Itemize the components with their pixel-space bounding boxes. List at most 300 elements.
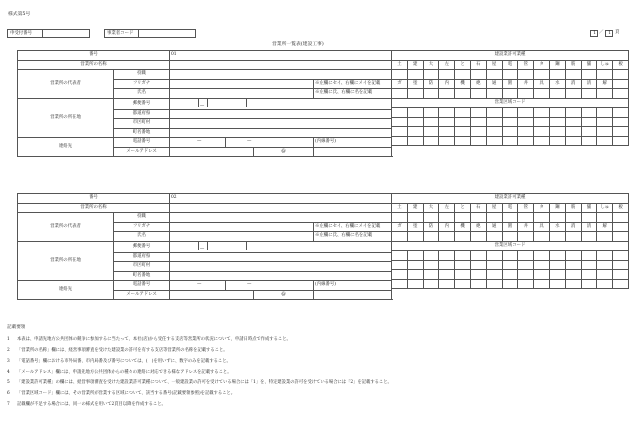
license-row-2 — [392, 222, 629, 232]
area-code-input[interactable] — [534, 270, 550, 280]
area-code-input[interactable] — [518, 117, 534, 127]
area-code-input[interactable] — [486, 279, 502, 289]
area-code-input[interactable] — [470, 117, 486, 127]
phone-dash-2: — — [247, 282, 252, 288]
license-input-row-2 — [392, 232, 629, 242]
area-code-input[interactable] — [565, 108, 581, 118]
prefecture-label: 都道府県 — [114, 109, 170, 119]
license-type-input[interactable] — [423, 213, 439, 223]
extension-label: (内線番号) — [315, 139, 337, 145]
license-type-input[interactable] — [502, 70, 518, 80]
area-code-input[interactable] — [423, 260, 439, 270]
area-code-input[interactable] — [455, 117, 471, 127]
license-type-input[interactable] — [486, 70, 502, 80]
area-code-input[interactable] — [549, 260, 565, 270]
number-value[interactable]: 01 — [170, 51, 392, 61]
form-id: 様式第5号 — [8, 12, 31, 17]
note-item: 1 本表は、申請先地方公共団体の競争に参加するに当たって、本社(店)から受任する支店等営業所の状況について、申請日時点で作成すること。 — [7, 337, 291, 342]
license-type-input[interactable] — [518, 89, 534, 99]
area-code-input[interactable] — [392, 127, 408, 137]
license-type-label: 井 — [518, 222, 534, 232]
area-code-input[interactable] — [581, 117, 597, 127]
license-type-input[interactable] — [581, 213, 597, 223]
area-code-input[interactable] — [486, 136, 502, 146]
license-type-blank — [613, 79, 629, 89]
license-type-input[interactable] — [534, 232, 550, 242]
license-type-input[interactable] — [486, 213, 502, 223]
area-code-input[interactable] — [581, 136, 597, 146]
extension-field[interactable] — [314, 281, 392, 291]
area-code-input[interactable] — [470, 108, 486, 118]
area-code-input[interactable] — [392, 108, 408, 118]
phone-input-2[interactable] — [226, 138, 314, 148]
area-code-input[interactable] — [486, 127, 502, 137]
area-code-input[interactable] — [597, 136, 613, 146]
area-code-input[interactable] — [597, 127, 613, 137]
area-code-input[interactable] — [439, 108, 455, 118]
area-code-input[interactable] — [613, 117, 629, 127]
area-code-input[interactable] — [486, 108, 502, 118]
office-table-2 — [17, 193, 392, 300]
area-code-input[interactable] — [439, 136, 455, 146]
license-type-input[interactable] — [518, 70, 534, 80]
area-code-input[interactable] — [407, 270, 423, 280]
license-type-label: 建 — [407, 203, 423, 213]
area-code-input[interactable] — [423, 127, 439, 137]
license-type-input[interactable] — [470, 89, 486, 99]
email-domain-input[interactable] — [314, 147, 392, 157]
license-type-blank — [613, 222, 629, 232]
area-code-input[interactable] — [407, 251, 423, 261]
license-type-input[interactable] — [502, 213, 518, 223]
license-type-input[interactable] — [455, 89, 471, 99]
area-code-input[interactable] — [613, 251, 629, 261]
number-value[interactable]: 02 — [170, 194, 392, 204]
license-type-label: 板 — [613, 203, 629, 213]
license-type-input[interactable] — [518, 232, 534, 242]
license-type-input[interactable] — [597, 232, 613, 242]
area-row — [392, 270, 629, 280]
license-input-row-1 — [392, 70, 629, 80]
number-label: 番号 — [18, 51, 170, 61]
company-code-divider — [138, 29, 139, 38]
license-type-input[interactable] — [502, 232, 518, 242]
street-input[interactable] — [170, 271, 392, 281]
license-type-input[interactable] — [518, 213, 534, 223]
area-code-input[interactable] — [518, 108, 534, 118]
license-type-input[interactable] — [407, 70, 423, 80]
license-type-input[interactable] — [423, 89, 439, 99]
license-type-label: 消 — [565, 79, 581, 89]
area-code-input[interactable] — [549, 279, 565, 289]
license-type-input[interactable] — [470, 70, 486, 80]
title-role-input[interactable] — [170, 70, 392, 80]
area-code-input[interactable] — [470, 270, 486, 280]
area-code-input[interactable] — [581, 108, 597, 118]
prefecture-input[interactable] — [170, 109, 392, 119]
note-item: 7 記載欄が不足する場合には、同一の様式を用いて2頁目以降を作成すること。 — [7, 402, 166, 407]
area-code-input[interactable] — [502, 270, 518, 280]
area-code-input[interactable] — [549, 117, 565, 127]
area-code-input[interactable] — [423, 117, 439, 127]
email-domain-input[interactable] — [314, 290, 392, 300]
area-code-input[interactable] — [407, 117, 423, 127]
license-row-1 — [392, 60, 629, 70]
license-type-input[interactable] — [597, 70, 613, 80]
license-type-input[interactable] — [392, 70, 408, 80]
furigana-label: フリガナ — [114, 79, 170, 89]
note-item: 6 「営業区域コード」欄には、その営業所が営業する区域について、該当する番号(記載要領参照)を記載すること。 — [7, 391, 236, 396]
area-code-input[interactable] — [502, 279, 518, 289]
license-type-label: 清 — [581, 222, 597, 232]
phone-input-1[interactable] — [170, 281, 226, 291]
area-code-input[interactable] — [534, 127, 550, 137]
license-type-label: タ — [534, 60, 550, 70]
area-code-input[interactable] — [518, 279, 534, 289]
postal-input[interactable] — [170, 98, 392, 109]
area-code-input[interactable] — [392, 260, 408, 270]
area-code-input[interactable] — [581, 127, 597, 137]
area-code-input[interactable] — [502, 260, 518, 270]
name-note: ※左欄に氏、右欄に名を記載 — [314, 89, 392, 99]
area-code-input[interactable] — [486, 117, 502, 127]
area-code-input[interactable] — [613, 136, 629, 146]
license-type-label: 機 — [455, 222, 471, 232]
area-code-input[interactable] — [581, 279, 597, 289]
license-type-input[interactable] — [486, 89, 502, 99]
license-type-label: 園 — [502, 79, 518, 89]
license-type-label: 筋 — [565, 203, 581, 213]
area-code-input[interactable] — [455, 136, 471, 146]
area-code-input[interactable] — [439, 260, 455, 270]
area-code-input[interactable] — [565, 279, 581, 289]
location-label: 営業所の所在地 — [18, 241, 114, 281]
area-code-input[interactable] — [534, 251, 550, 261]
office-name-input[interactable] — [170, 203, 392, 213]
license-type-input[interactable] — [392, 213, 408, 223]
office-name-input[interactable] — [170, 60, 392, 70]
area-code-input[interactable] — [486, 260, 502, 270]
area-code-input[interactable] — [423, 108, 439, 118]
license-type-label: と — [455, 60, 471, 70]
area-code-input[interactable] — [486, 270, 502, 280]
area-code-input[interactable] — [613, 127, 629, 137]
license-type-input[interactable] — [423, 70, 439, 80]
license-type-input[interactable] — [439, 70, 455, 80]
area-code-input[interactable] — [518, 270, 534, 280]
area-code-input[interactable] — [470, 251, 486, 261]
office-table-1 — [17, 50, 392, 157]
license-type-label: ガ — [392, 79, 408, 89]
page-current-box[interactable] — [590, 30, 598, 37]
area-code-input[interactable] — [597, 279, 613, 289]
area-code-input[interactable] — [392, 136, 408, 146]
area-code-input[interactable] — [455, 251, 471, 261]
area-row — [392, 260, 629, 270]
area-code-input[interactable] — [455, 108, 471, 118]
license-type-label: 塗 — [407, 222, 423, 232]
license-type-label: 管 — [518, 203, 534, 213]
area-code-input[interactable] — [470, 136, 486, 146]
license-type-label: 解 — [597, 79, 613, 89]
area-code-input[interactable] — [423, 270, 439, 280]
area-code-input[interactable] — [455, 279, 471, 289]
phone-dash-1: — — [197, 139, 202, 145]
title-role-label: 役職 — [114, 213, 170, 223]
license-type-label: 屋 — [486, 203, 502, 213]
area-code-input[interactable] — [565, 117, 581, 127]
area-code-input[interactable] — [565, 136, 581, 146]
contact-label: 連絡先 — [18, 281, 114, 300]
street-input[interactable] — [170, 128, 392, 138]
license-type-input[interactable] — [565, 89, 581, 99]
license-type-label: 清 — [581, 79, 597, 89]
license-row-2 — [392, 79, 629, 89]
area-code-input[interactable] — [565, 260, 581, 270]
area-code-input[interactable] — [597, 260, 613, 270]
license-type-label: 板 — [613, 60, 629, 70]
area-code-input[interactable] — [613, 108, 629, 118]
representative-label: 営業所の代表者 — [18, 213, 114, 242]
note-item: 5 「建設業許可業種」の欄には、経営事項審査を受けた建設業許可業種について、一般建設業の許可を受けている場合には「1」を、特定建設業の許可を受けている場合には「2」を記載すること。 — [7, 380, 392, 385]
area-code-input[interactable] — [518, 127, 534, 137]
license-type-input[interactable] — [455, 213, 471, 223]
area-code-input[interactable] — [407, 136, 423, 146]
area-code-input[interactable] — [597, 117, 613, 127]
license-type-label: 筋 — [565, 60, 581, 70]
phone-input-1[interactable] — [170, 138, 226, 148]
license-type-input[interactable] — [407, 213, 423, 223]
area-code-input[interactable] — [423, 279, 439, 289]
area-code-input[interactable] — [439, 279, 455, 289]
phone-input-2[interactable] — [226, 281, 314, 291]
license-table-2 — [391, 193, 629, 289]
license-type-label: 土 — [392, 60, 408, 70]
area-code-input[interactable] — [455, 260, 471, 270]
postal-label: 郵便番号 — [114, 98, 170, 109]
license-type-label: 塗 — [407, 79, 423, 89]
license-type-input[interactable] — [534, 70, 550, 80]
license-type-input[interactable] — [565, 232, 581, 242]
license-type-input[interactable] — [439, 89, 455, 99]
area-code-input[interactable] — [455, 127, 471, 137]
area-code-input[interactable] — [439, 270, 455, 280]
area-code-input[interactable] — [502, 127, 518, 137]
name-input[interactable] — [170, 89, 314, 99]
note-item: 3 「電話番号」欄における市外局番、市内局番及び番号については、( )を用いずに、数字のみを記載すること。 — [7, 359, 231, 364]
area-code-input[interactable] — [581, 251, 597, 261]
receipt-number-field[interactable] — [7, 29, 90, 38]
license-type-label: ガ — [392, 222, 408, 232]
area-code-input[interactable] — [565, 251, 581, 261]
area-code-input[interactable] — [613, 260, 629, 270]
area-code-input[interactable] — [597, 108, 613, 118]
license-type-label: と — [455, 203, 471, 213]
area-code-input[interactable] — [439, 127, 455, 137]
license-type-input[interactable] — [597, 213, 613, 223]
license-type-input[interactable] — [534, 213, 550, 223]
license-type-label: 具 — [534, 222, 550, 232]
license-type-label: 電 — [502, 60, 518, 70]
area-code-input[interactable] — [549, 108, 565, 118]
license-input-row-1 — [392, 213, 629, 223]
receipt-number-divider — [42, 29, 43, 38]
license-type-input[interactable] — [581, 89, 597, 99]
note-item: 2 「営業所の名称」欄には、経営事項審査を受けた建設業の許可を有する支店等営業所の名称を記載すること。 — [7, 348, 228, 353]
area-code-input[interactable] — [392, 270, 408, 280]
area-code-input[interactable] — [502, 108, 518, 118]
area-code-input[interactable] — [565, 127, 581, 137]
name-input[interactable] — [170, 232, 314, 242]
area-code-input[interactable] — [518, 251, 534, 261]
street-label: 町名番地 — [114, 128, 170, 138]
area-code-input[interactable] — [534, 108, 550, 118]
area-code-input[interactable] — [549, 136, 565, 146]
license-type-input[interactable] — [470, 232, 486, 242]
area-code-input[interactable] — [392, 117, 408, 127]
note-item: 4 「メールアドレス」欄には、申請先地方公共団体からの種々の連絡に対応できる様なアドレスを記載すること。 — [7, 370, 232, 375]
area-code-input[interactable] — [439, 251, 455, 261]
area-code-input[interactable] — [470, 127, 486, 137]
area-code-input[interactable] — [534, 279, 550, 289]
license-type-input[interactable] — [549, 232, 565, 242]
license-type-input[interactable] — [549, 89, 565, 99]
area-code-input[interactable] — [423, 136, 439, 146]
area-code-input[interactable] — [407, 260, 423, 270]
license-type-label: 園 — [502, 222, 518, 232]
license-type-label: 大 — [423, 60, 439, 70]
license-type-label: 屋 — [486, 60, 502, 70]
name-note: ※左欄に氏、右欄に名を記載 — [314, 232, 392, 242]
license-type-input[interactable] — [407, 89, 423, 99]
license-type-blank — [613, 89, 629, 99]
page-total: 1 — [608, 31, 612, 37]
license-type-label: しゅ — [597, 60, 613, 70]
license-type-input[interactable] — [581, 232, 597, 242]
area-code-input[interactable] — [502, 251, 518, 261]
title-role-label: 役職 — [114, 70, 170, 80]
receipt-number-label: 申受付番号 — [10, 31, 32, 37]
license-type-input[interactable] — [392, 232, 408, 242]
license-type-input[interactable] — [502, 89, 518, 99]
area-code-input[interactable] — [455, 270, 471, 280]
page-current: 1 — [593, 31, 597, 37]
area-code-input[interactable] — [518, 260, 534, 270]
license-type-input[interactable] — [549, 70, 565, 80]
area-code-input[interactable] — [534, 260, 550, 270]
license-type-input[interactable] — [455, 232, 471, 242]
area-row — [392, 279, 629, 289]
license-type-input[interactable] — [549, 213, 565, 223]
license-type-input[interactable] — [565, 213, 581, 223]
email-local-input[interactable] — [170, 147, 254, 157]
area-code-input[interactable] — [597, 270, 613, 280]
area-code-input[interactable] — [486, 251, 502, 261]
office-name-label: 営業所の名称 — [18, 60, 170, 70]
area-code-input[interactable] — [581, 270, 597, 280]
license-type-input[interactable] — [407, 232, 423, 242]
license-type-label: 鋼 — [549, 203, 565, 213]
prefecture-input[interactable] — [170, 252, 392, 262]
area-code-input[interactable] — [423, 251, 439, 261]
license-type-input[interactable] — [486, 232, 502, 242]
area-code-input[interactable] — [549, 127, 565, 137]
furigana-input[interactable] — [170, 222, 314, 232]
email-at: @ — [254, 147, 314, 157]
area-code-input[interactable] — [470, 260, 486, 270]
area-row — [392, 117, 629, 127]
license-type-input[interactable] — [565, 70, 581, 80]
license-type-input[interactable] — [439, 213, 455, 223]
license-type-input[interactable] — [455, 70, 471, 80]
area-code-input[interactable] — [581, 260, 597, 270]
area-code-input[interactable] — [439, 117, 455, 127]
postal-dash: — — [199, 246, 205, 252]
area-code-input[interactable] — [392, 251, 408, 261]
city-input[interactable] — [170, 119, 392, 129]
license-type-input[interactable] — [581, 70, 597, 80]
area-code-input[interactable] — [407, 108, 423, 118]
area-code-input[interactable] — [470, 279, 486, 289]
area-code-input[interactable] — [597, 251, 613, 261]
area-code-input[interactable] — [534, 117, 550, 127]
furigana-input[interactable] — [170, 79, 314, 89]
license-type-label: 防 — [423, 79, 439, 89]
license-type-input[interactable] — [439, 232, 455, 242]
area-code-input[interactable] — [534, 136, 550, 146]
license-type-input[interactable] — [534, 89, 550, 99]
postal-dash: — — [199, 103, 205, 109]
area-code-input[interactable] — [613, 279, 629, 289]
license-type-label: 舗 — [581, 203, 597, 213]
area-code-input[interactable] — [392, 279, 408, 289]
postal-input[interactable] — [170, 241, 392, 252]
license-type-input[interactable] — [392, 89, 408, 99]
license-type-label: 鋼 — [549, 60, 565, 70]
area-code-input[interactable] — [502, 117, 518, 127]
extension-field[interactable] — [314, 138, 392, 148]
area-code-input[interactable] — [565, 270, 581, 280]
license-type-input[interactable] — [423, 232, 439, 242]
email-local-input[interactable] — [170, 290, 254, 300]
area-code-input[interactable] — [549, 251, 565, 261]
area-code-input[interactable] — [407, 279, 423, 289]
license-type-input[interactable] — [470, 213, 486, 223]
license-type-label: 解 — [597, 222, 613, 232]
company-code-label: 事業者コード — [107, 31, 134, 37]
company-code-field[interactable] — [104, 29, 196, 38]
title-role-input[interactable] — [170, 213, 392, 223]
license-type-label: 防 — [423, 222, 439, 232]
area-code-input[interactable] — [549, 270, 565, 280]
license-input-row-2 — [392, 89, 629, 99]
area-code-input[interactable] — [407, 127, 423, 137]
area-row — [392, 251, 629, 261]
name-label: 氏名 — [114, 232, 170, 242]
license-type-label: 石 — [470, 203, 486, 213]
area-code-input[interactable] — [502, 136, 518, 146]
license-type-label: 水 — [549, 79, 565, 89]
area-code-input[interactable] — [518, 136, 534, 146]
area-row — [392, 127, 629, 137]
city-input[interactable] — [170, 262, 392, 272]
license-type-input[interactable] — [613, 70, 629, 80]
area-code-input[interactable] — [613, 270, 629, 280]
representative-label: 営業所の代表者 — [18, 70, 114, 99]
license-type-input[interactable] — [613, 213, 629, 223]
license-type-input[interactable] — [597, 89, 613, 99]
page-total-box[interactable] — [605, 30, 613, 37]
